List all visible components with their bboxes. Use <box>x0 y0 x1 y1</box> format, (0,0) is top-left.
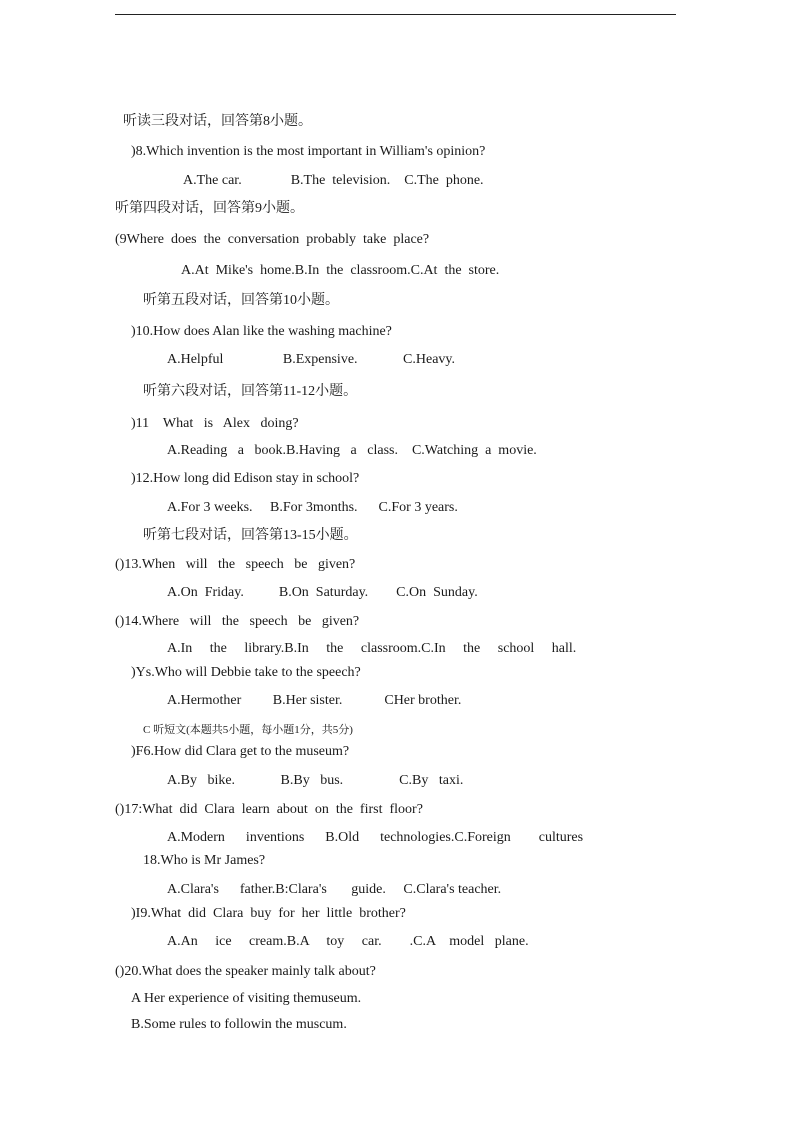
options-10: A.Helpful B.Expensive. C.Heavy. <box>167 352 455 367</box>
question-11: )11 What is Alex doing? <box>131 416 299 431</box>
question-19: )I9.What did Clara buy for her little brother? <box>131 906 406 921</box>
options-18: A.Clara's father.B:Clara's guide. C.Clara's teacher. <box>167 882 502 897</box>
options-19: A.An ice cream.B.A toy car. .C.A model plane. <box>167 934 529 949</box>
options-17: A.Modern inventions B.Old technologies.C.Foreign cultures <box>167 830 584 845</box>
question-12: )12.How long did Edison stay in school? <box>131 471 360 486</box>
part-c-heading: C 听短文(本题共5小题，每小题1分，共5分) <box>143 724 353 736</box>
option-20-a: A Her experience of visiting themuseum. <box>131 991 362 1006</box>
options-9: A.At Mike's home.B.In the classroom.C.At the store. <box>181 263 500 278</box>
section-heading-13-15: 听第七段对话，回答第13-15小题。 <box>143 528 358 543</box>
top-rule <box>115 14 676 15</box>
question-17: ()17:What did Clara learn about on the first floor? <box>115 802 423 817</box>
options-8: A.The car. B.The television. C.The phone. <box>183 173 484 188</box>
options-16: A.By bike. B.By bus. C.By taxi. <box>167 773 464 788</box>
options-15: A.Hermother B.Her sister. CHer brother. <box>167 693 462 708</box>
question-9: (9Where does the conversation probably take place? <box>115 232 430 247</box>
section-heading-11-12: 听第六段对话，回答第11-12小题。 <box>143 384 358 399</box>
question-8: )8.Which invention is the most important in William's opinion? <box>131 144 486 159</box>
section-heading-9: 听第四段对话，回答第9小题。 <box>115 201 304 216</box>
question-14: ()14.Where will the speech be given? <box>115 614 360 629</box>
options-13: A.On Friday. B.On Saturday. C.On Sunday. <box>167 585 478 600</box>
question-16: )F6.How did Clara get to the museum? <box>131 744 350 759</box>
options-12: A.For 3 weeks. B.For 3months. C.For 3 years. <box>167 500 458 515</box>
options-11: A.Reading a book.B.Having a class. C.Watching a movie. <box>167 443 537 458</box>
options-14: A.In the library.B.In the classroom.C.In the school hall. <box>167 641 577 656</box>
question-15: )Ys.Who will Debbie take to the speech? <box>131 665 361 680</box>
section-heading-8: 听读三段对话，回答第8小题。 <box>123 114 312 129</box>
option-20-b: B.Some rules to followin the muscum. <box>131 1017 347 1032</box>
question-10: )10.How does Alan like the washing machine? <box>131 324 392 339</box>
question-18: 18.Who is Mr James? <box>143 853 266 868</box>
question-13: ()13.When will the speech be given? <box>115 557 356 572</box>
question-20: ()20.What does the speaker mainly talk about? <box>115 964 376 979</box>
section-heading-10: 听第五段对话，回答第10小题。 <box>143 293 339 308</box>
